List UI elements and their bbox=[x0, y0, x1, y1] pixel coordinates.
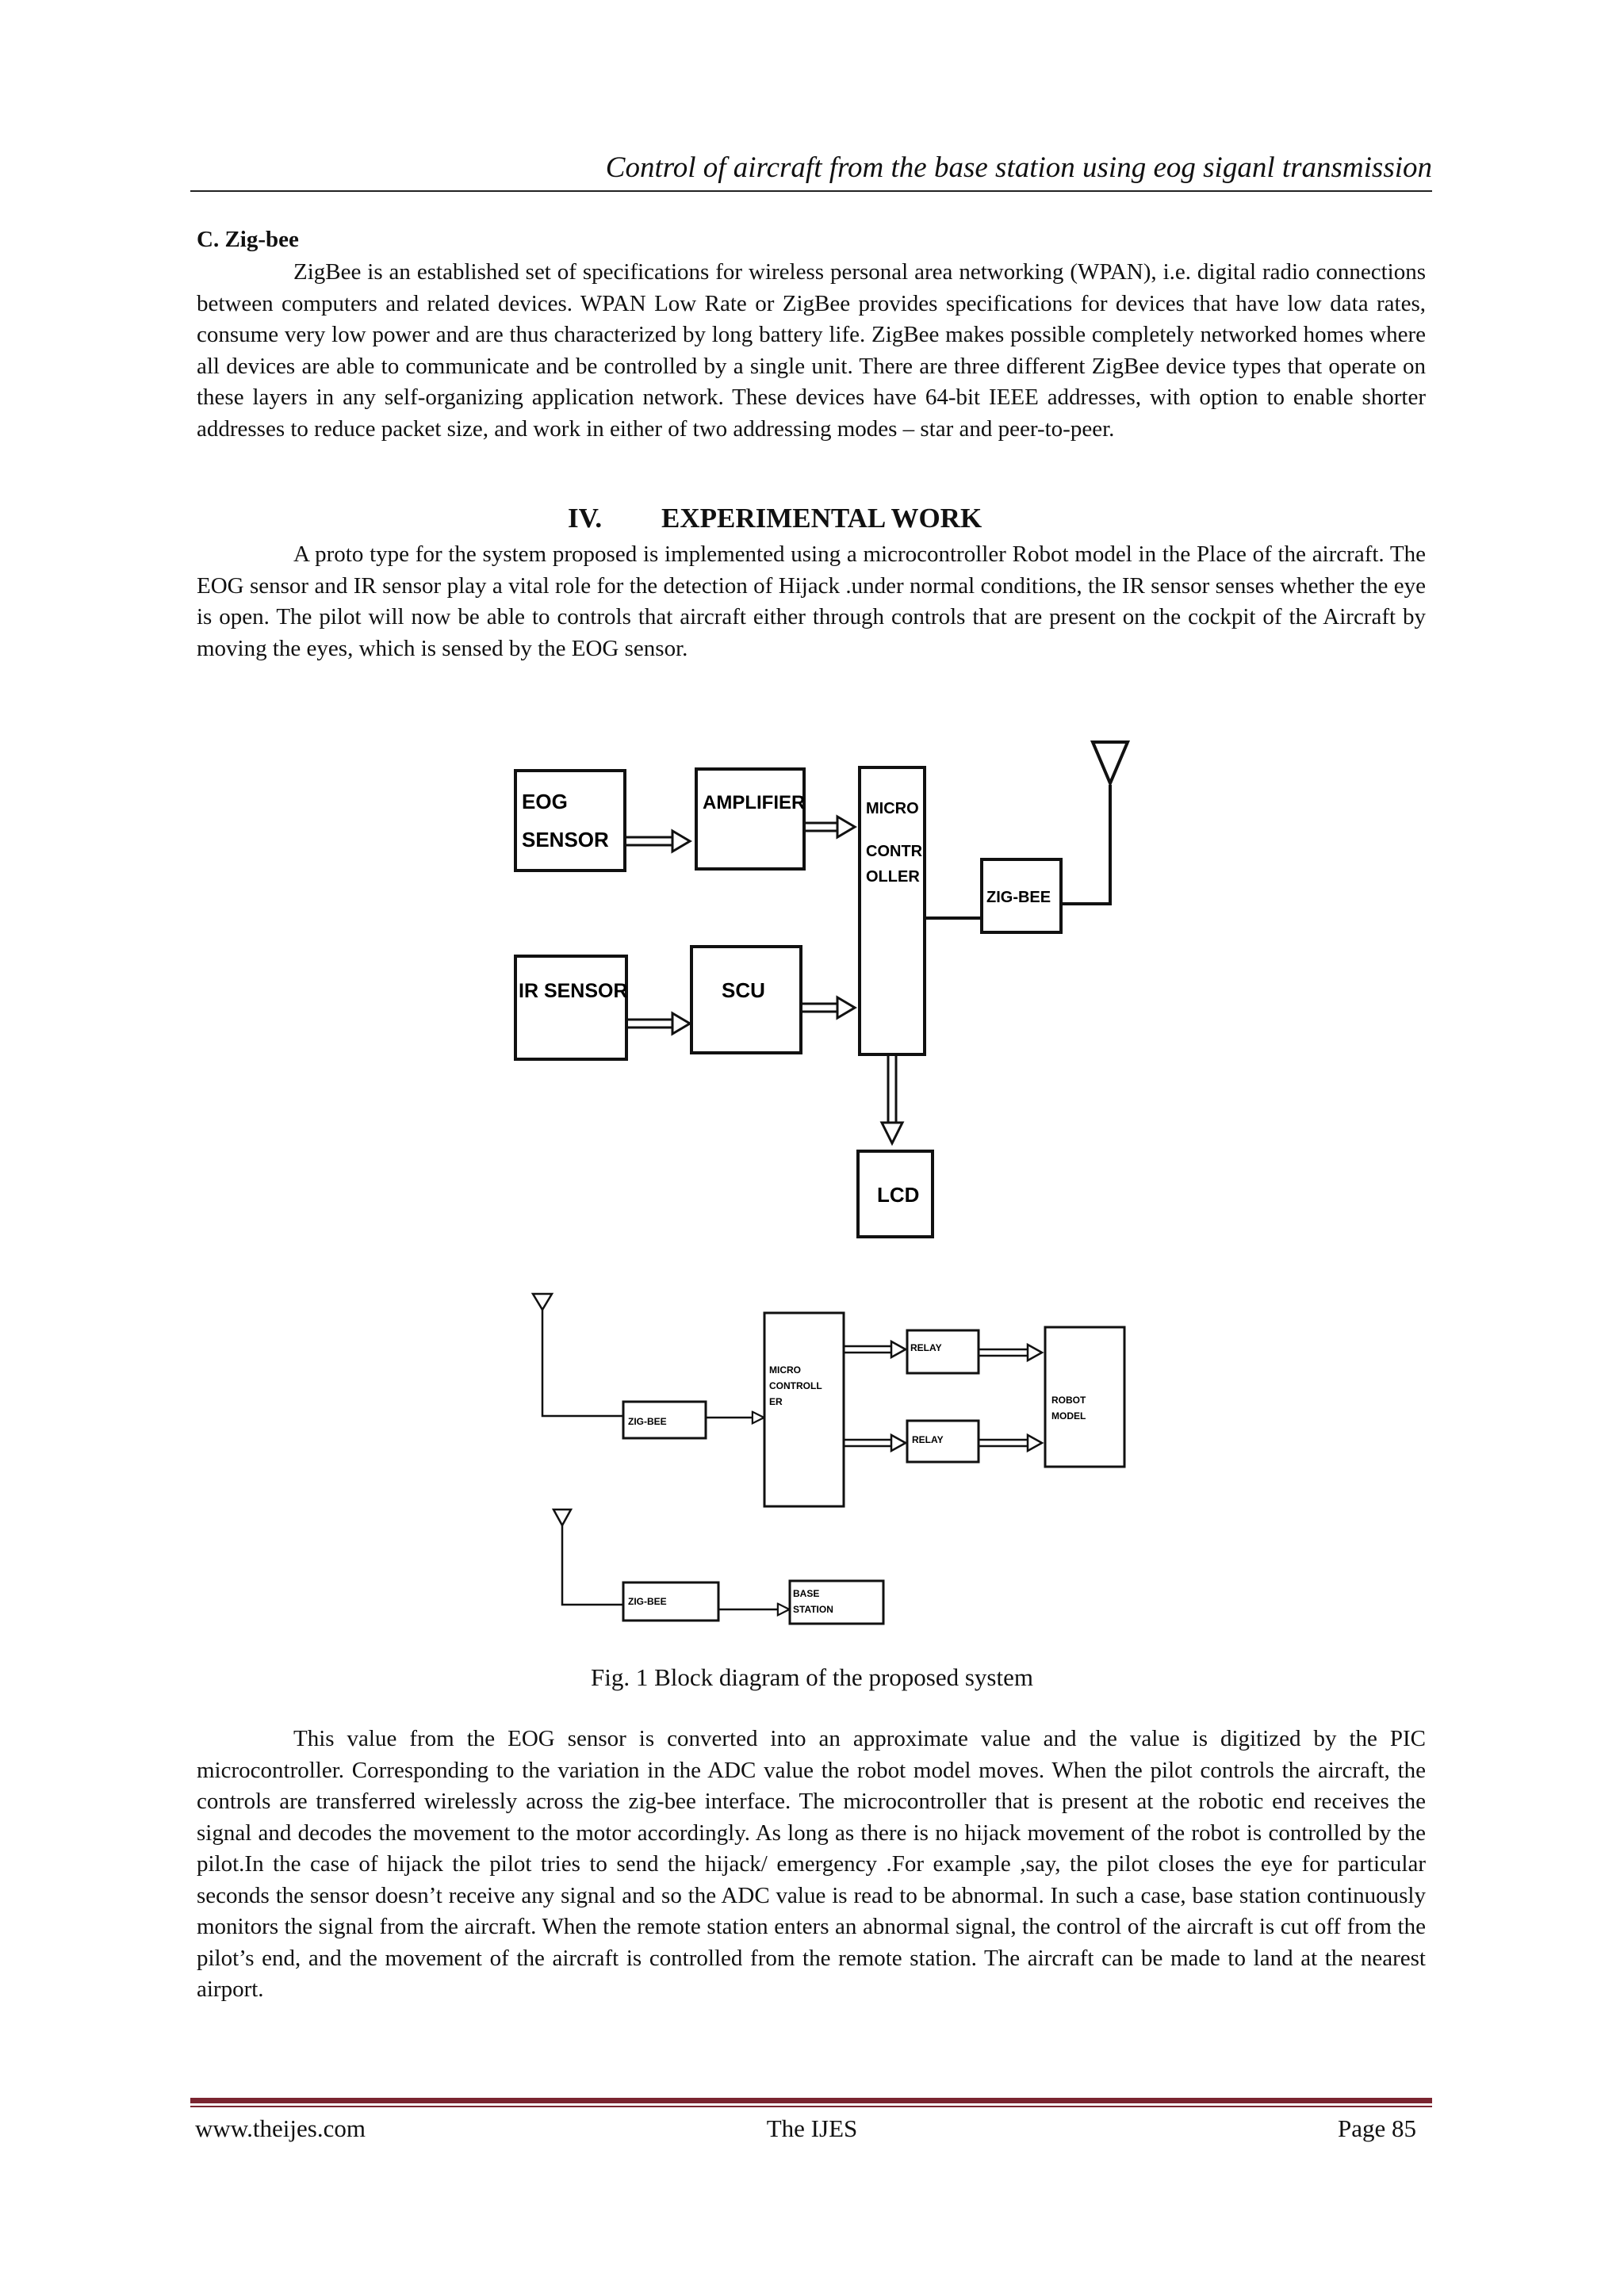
eog-sensor-label-2: SENSOR bbox=[522, 828, 609, 851]
rx-microcontroller-block bbox=[764, 1313, 844, 1506]
footer-website: www.theijes.com bbox=[195, 2114, 366, 2142]
robot-model-label-2: MODEL bbox=[1051, 1410, 1086, 1422]
zigbee-rx-label: ZIG-BEE bbox=[628, 1416, 667, 1427]
ir-sensor-label: IR SENSOR bbox=[519, 980, 628, 1002]
section-iv-number: IV. bbox=[568, 503, 603, 534]
microcontroller-label-1: MICRO bbox=[866, 800, 919, 817]
footer-journal: The IJES bbox=[766, 2114, 858, 2142]
eog-sensor-label-1: EOG bbox=[522, 790, 568, 813]
footer-rule bbox=[190, 2098, 1432, 2103]
base-station-label-1: BASE bbox=[793, 1588, 820, 1599]
figure-caption: Fig. 1 Block diagram of the proposed system bbox=[591, 1663, 1033, 1691]
section-iv-paragraph: A proto type for the system proposed is implemented using a microcontroller Robot model in the Place of the aircraft. The EOG sensor and IR sensor play a vital role for the detection of Hijack .under normal conditions, the IR sensor senses whether the eye is open. The pilot will now be able to controls that aircraft either through controls that are present on the cockpit of the Aircraft by moving the eyes, which is sensed by the EOG sensor. bbox=[197, 541, 1426, 661]
section-iv-heading bbox=[568, 503, 982, 534]
base-antenna-icon bbox=[553, 1510, 571, 1525]
block-diagram bbox=[476, 729, 1174, 1633]
section-iv-title: EXPERIMENTAL WORK bbox=[661, 503, 982, 534]
base-station-diagram bbox=[553, 1510, 883, 1624]
amplifier-block bbox=[696, 769, 804, 869]
footer-rule-thin bbox=[190, 2106, 1432, 2107]
ir-sensor-block bbox=[515, 956, 626, 1059]
amplifier-label: AMPLIFIER bbox=[703, 792, 806, 813]
base-station-label-2: STATION bbox=[793, 1604, 833, 1615]
rx-micro-label-2: CONTROLL bbox=[769, 1380, 822, 1391]
running-header: Control of aircraft from the base station using eog siganl transmission bbox=[605, 151, 1432, 184]
footer-page-number: Page 85 bbox=[1337, 2114, 1416, 2142]
robot-model-label-1: ROBOT bbox=[1051, 1395, 1086, 1406]
relay-2-label: RELAY bbox=[912, 1434, 944, 1445]
receiver-diagram bbox=[533, 1294, 1124, 1506]
block-diagram-figure bbox=[476, 729, 1174, 1633]
microcontroller-label-2: CONTR bbox=[866, 843, 923, 860]
rx-antenna-feed bbox=[542, 1310, 623, 1416]
rx-antenna-icon bbox=[533, 1294, 552, 1310]
section-c-paragraph: ZigBee is an established set of specifications for wireless personal area networking (WPAN), i.e. digital radio connections between computers and related devices. WPAN Low Rate or ZigBee provides specifications for devices that have low data rates, consume very low power and are thus characterized by long battery life. ZigBee makes possible completely networked homes where all devices are able to communicate and be controlled by a single unit. There are three different ZigBee device types that operate on these layers in any self-organizing application network. These devices have 64-bit IEEE addresses, with option to enable shorter addresses to reduce packet size, and work in either of two addressing modes – star and peer-to-peer. bbox=[197, 259, 1426, 442]
tx-antenna-icon bbox=[1093, 742, 1128, 783]
scu-label: SCU bbox=[722, 978, 765, 1002]
body-paragraph-after-figure: This value from the EOG sensor is converted into an approximate value and the value is digitized by the PIC microcontroller. Corresponding to the variation in the ADC value the robot model moves. When the pilot controls the aircraft, the controls are transferred wirelessly across the zig-bee interface. The microcontroller that is present at the robotic end receives the signal and decodes the movement to the motor accordingly. As long as there is no hijack movement of the robot is controlled by the pilot.In the case of hijack the pilot tries to send the hijack/ emergency .For example ,say, the pilot closes the eye for particular seconds the sensor doesn’t receive any signal and so the ADC value is read to be abnormal. In such a case, base station continuously monitors the signal from the aircraft. When the remote station enters an abnormal signal, the control of the aircraft is cut off from the pilot’s end, and the movement of the aircraft is controlled from the remote station. The aircraft can be made to land at the nearest airport. bbox=[197, 1726, 1426, 2002]
relay-1-label: RELAY bbox=[910, 1342, 942, 1353]
header-rule bbox=[190, 190, 1432, 192]
rx-micro-label-3: ER bbox=[769, 1396, 783, 1407]
microcontroller-label-3: OLLER bbox=[866, 868, 920, 886]
rx-micro-label-1: MICRO bbox=[769, 1364, 801, 1376]
section-c-heading: C. Zig-bee bbox=[197, 227, 299, 252]
tx-antenna-feed bbox=[1061, 785, 1110, 904]
zigbee-base-label: ZIG-BEE bbox=[628, 1596, 667, 1607]
zigbee-tx-label: ZIG-BEE bbox=[986, 889, 1051, 906]
transmitter-diagram bbox=[515, 742, 1128, 1237]
lcd-label: LCD bbox=[877, 1183, 920, 1207]
eog-sensor-block bbox=[515, 771, 625, 871]
base-antenna-feed bbox=[562, 1525, 623, 1605]
